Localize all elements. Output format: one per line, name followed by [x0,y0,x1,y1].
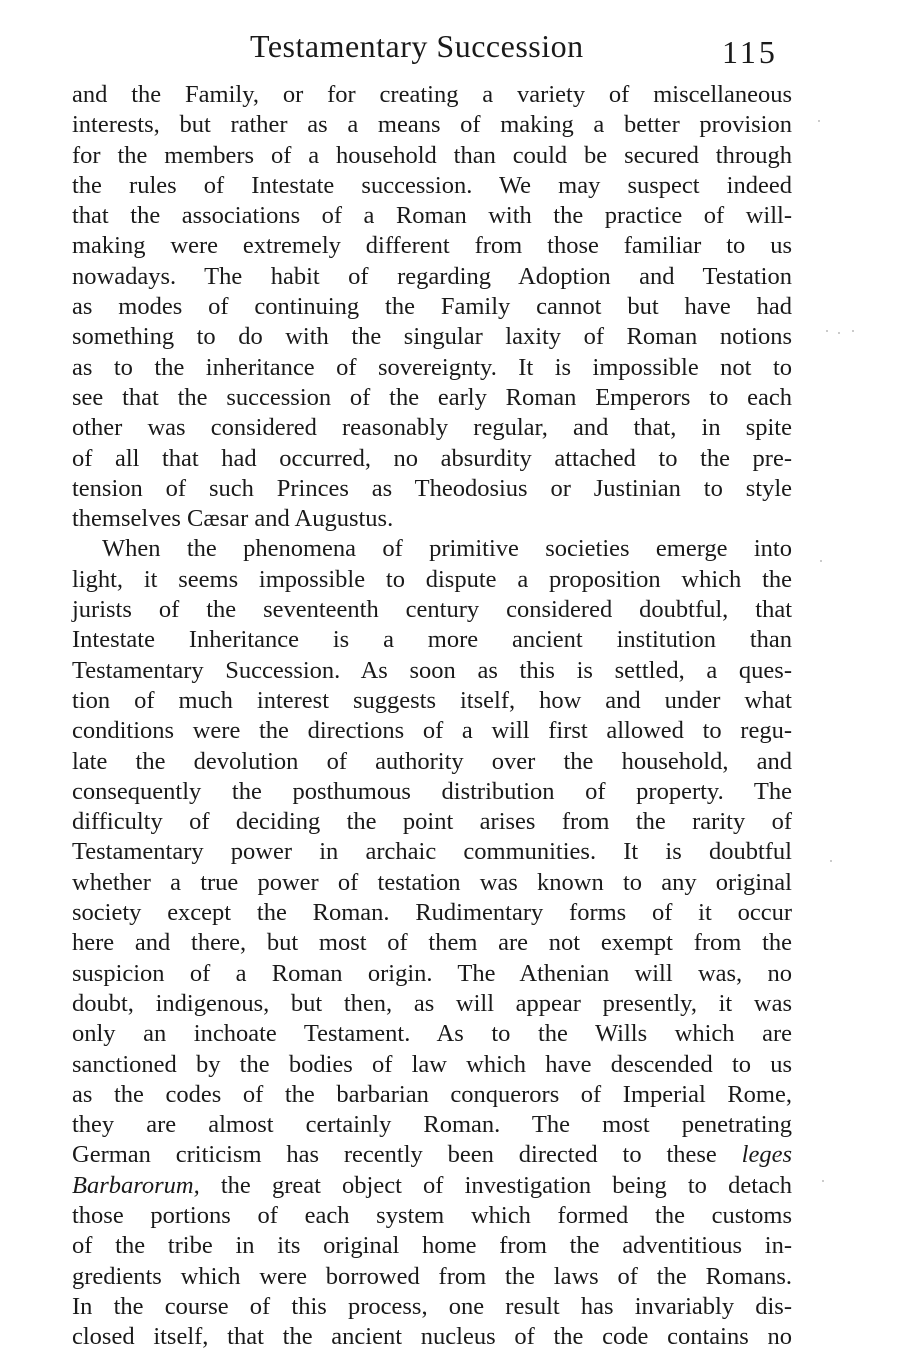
text-line: and the Family, or for creating a variety of miscellaneous [72,81,792,108]
page-number: 115 [722,34,778,70]
scan-speck [822,1180,824,1182]
text-line: gredients which were borrowed from the laws of the Romans. [72,1262,792,1290]
text-line: tension of such Princes as Theodosius or Justinian to style [72,474,792,502]
text-segment: German criticism has recently been directed to these [72,1141,717,1169]
scan-speck [820,560,822,562]
text-line: something to do with the singular laxity of Roman notions [72,323,792,351]
text-line: In the course of this process, one result has invariably dis- [72,1292,792,1320]
scan-speck [838,332,840,334]
text-line: conditions were the directions of a will first allowed to regu- [72,717,792,745]
text-line: sanctioned by the bodies of law which have descended to us [72,1050,792,1078]
running-head [0,28,900,78]
scan-speck [818,120,820,122]
text-line: suspicion of a Roman origin. The Athenian will was, no [72,959,792,987]
text-line: the rules of Intestate succession. We may suspect indeed [72,171,792,199]
text-line: here and there, but most of them are not exempt from the [72,929,792,957]
text-line: nowadays. The habit of regarding Adoption and Testation [72,262,792,290]
text-line: making were extremely different from those familiar to us [72,232,792,260]
text-line-with-italic [72,1171,792,1201]
text-line: consequently the posthumous distribution of property. The [72,777,792,805]
text-line-with-italic [72,1140,792,1170]
paragraph-1 [72,80,792,534]
text-line: as modes of continuing the Family cannot but have had [72,293,792,321]
text-line: light, it seems impossible to dispute a proposition which the [72,565,792,593]
text-line: doubt, indigenous, but then, as will appear presently, it was [72,989,792,1017]
italic-phrase: Barbarorum, [72,1171,200,1199]
text-line: other was considered reasonably regular, and that, in spite [72,414,792,442]
scan-speck [830,860,832,862]
text-line: interests, but rather as a means of making a better provision [72,111,792,139]
text-line: as the codes of the barbarian conquerors of Imperial Rome, [72,1080,792,1108]
running-title: Testamentary Succession [250,28,584,64]
text-line: tion of much interest suggests itself, how and under what [72,686,792,714]
text-line: late the devolution of authority over the household, and [72,747,792,775]
text-line: jurists of the seventeenth century considered doubtful, that [72,596,792,624]
text-line: those portions of each system which formed the customs [72,1201,792,1229]
text-line: Testamentary power in archaic communities. It is doubtful [72,838,792,866]
text-line: closed itself, that the ancient nucleus of the code contains no [72,1323,792,1351]
text-line: they are almost certainly Roman. The most penetrating [72,1111,792,1139]
text-line: whether a true power of testation was known to any original [72,868,792,896]
text-line: Testamentary Succession. As soon as this is settled, a ques- [72,656,792,684]
text-line: that the associations of a Roman with the practice of will- [72,202,792,230]
text-line: difficulty of deciding the point arises from the rarity of [72,808,792,836]
paragraph-2 [72,534,792,1352]
text-segment: the great object of investigation being to detach [220,1171,792,1199]
text-line: of the tribe in its original home from the adventitious in- [72,1232,792,1260]
text-line: only an inchoate Testament. As to the Wills which are [72,1020,792,1048]
text-line: see that the succession of the early Roman Emperors to each [72,383,792,411]
text-line: When the phenomena of primitive societies emerge into [102,535,792,563]
text-line: of all that had occurred, no absurdity attached to the pre- [72,444,792,472]
text-line: as to the inheritance of sovereignty. It is impossible not to [72,353,792,381]
scan-speck [852,330,854,332]
italic-phrase: leges [741,1141,793,1169]
text-line: themselves Cæsar and Augustus. [72,505,394,533]
text-line: for the members of a household than could be secured through [72,141,792,169]
text-line: Intestate Inheritance is a more ancient institution than [72,626,792,654]
scan-speck [826,330,828,332]
body-text [72,80,792,1352]
text-line: society except the Roman. Rudimentary forms of it occur [72,899,792,927]
